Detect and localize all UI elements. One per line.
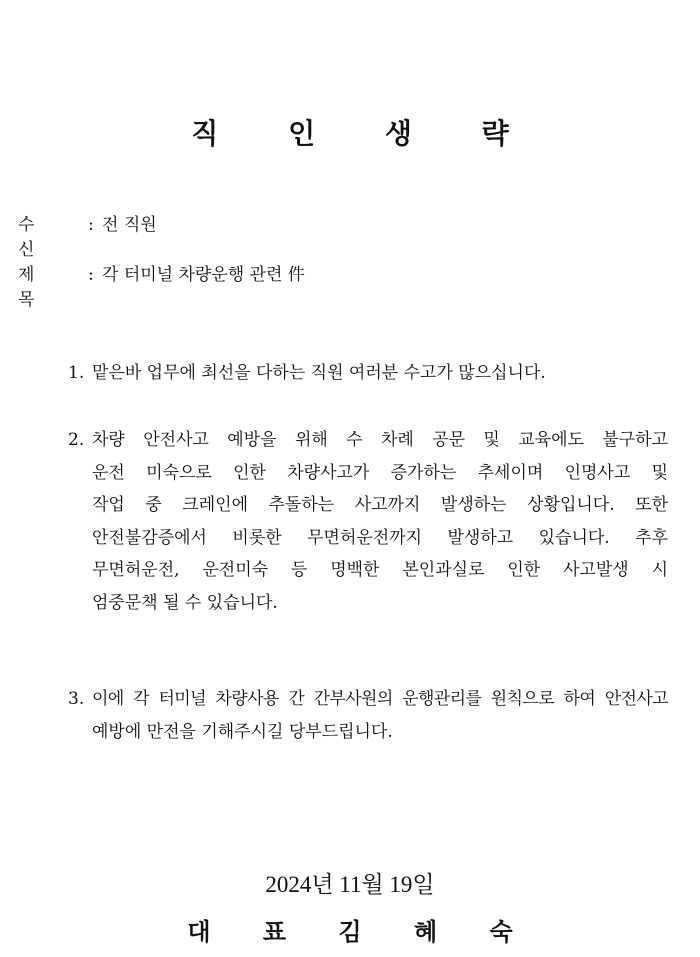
subject-separator: :	[88, 265, 94, 285]
item-line: 무면허운전, 운전미숙 등 명백한 본인과실로 인한 사고발생 시	[92, 560, 668, 580]
document-date: 2024년 11월 19일	[265, 872, 435, 897]
item-line: 이에 각 터미널 차량사용 간 간부사원의 운행관리를 원칙으로 하여 안전사고	[92, 689, 668, 709]
item-line: 예방에 만전을 기해주시길 당부드립니다.	[92, 721, 393, 742]
item-number: 3.	[68, 689, 85, 709]
list-item-1	[68, 357, 668, 390]
signer-name: 대 표 김 혜 숙	[187, 917, 535, 946]
item-line: 차량 안전사고 예방을 위해 수 차례 공문 및 교육에도 불구하고	[92, 430, 668, 450]
item-line: 엄중문책 될 수 있습니다.	[92, 592, 278, 613]
list-item-3	[68, 683, 668, 748]
recipient-separator: :	[88, 215, 94, 235]
document-title: 직 인 생 략	[191, 117, 539, 150]
item-line: 작업 중 크레인에 추돌하는 사고까지 발생하는 상황입니다. 또한	[92, 495, 668, 515]
recipient-label: 수 신	[18, 215, 77, 260]
subject-label: 제 목	[18, 265, 77, 310]
list-item-2	[68, 424, 668, 619]
item-line: 운전 미숙으로 인한 차량사고가 증가하는 추세이며 인명사고 및	[92, 462, 668, 483]
recipient-row	[18, 210, 157, 260]
subject-value: 각 터미널 차량운행 관련 件	[102, 265, 305, 285]
item-number: 1.	[68, 363, 85, 383]
recipient-value: 전 직원	[102, 215, 157, 235]
item-line: 맡은바 업무에 최선을 다하는 직원 여러분 수고가 많으십니다.	[92, 363, 546, 383]
item-number: 2.	[68, 430, 85, 450]
item-line: 안전불감증에서 비롯한 무면허운전까지 발생하고 있습니다. 추후	[92, 527, 668, 548]
subject-row	[18, 260, 305, 310]
